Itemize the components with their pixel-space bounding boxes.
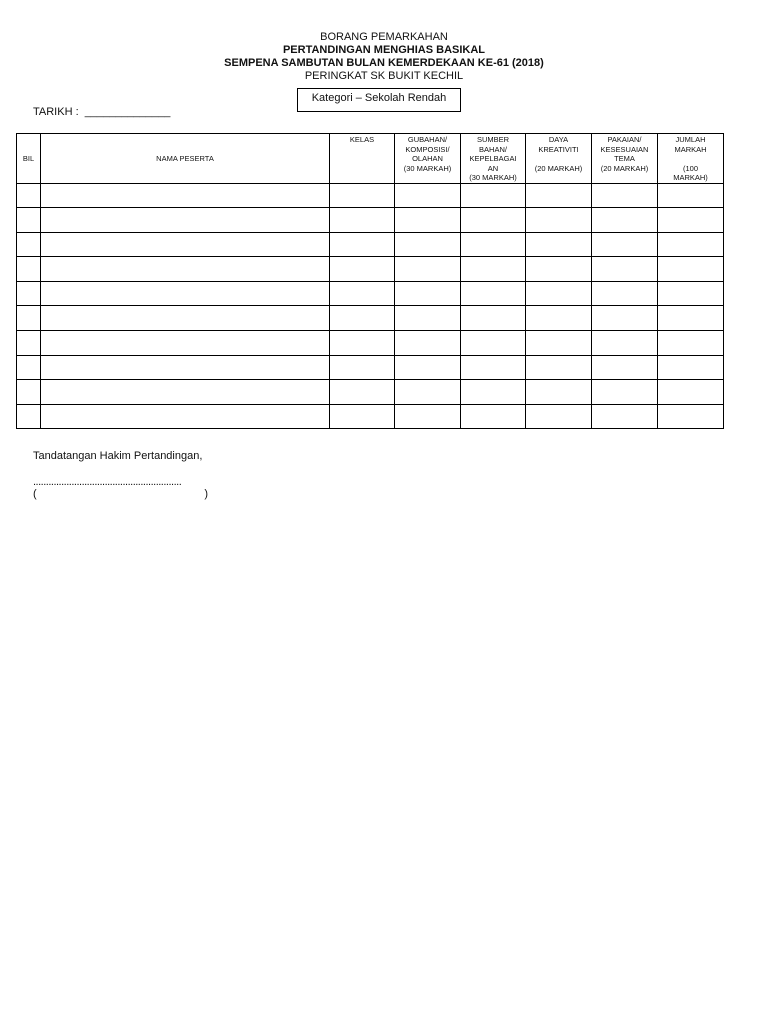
table-cell: [461, 232, 526, 257]
table-header-row: [17, 134, 724, 184]
table-cell: [41, 380, 330, 405]
category-box: Kategori – Sekolah Rendah: [297, 88, 461, 112]
table-cell: [461, 208, 526, 233]
signature-line: ..........................................................: [33, 476, 182, 488]
table-cell: [461, 281, 526, 306]
table-cell: [526, 232, 592, 257]
score-table: [16, 133, 724, 429]
open-bracket: (: [33, 488, 37, 500]
table-cell: [17, 331, 41, 356]
table-cell: [17, 281, 41, 306]
table-cell: [330, 331, 395, 356]
table-cell: [330, 232, 395, 257]
table-cell: [526, 257, 592, 282]
table-row: [17, 404, 724, 429]
table-row: [17, 355, 724, 380]
judge-signature-label: Tandatangan Hakim Pertandingan,: [33, 450, 203, 462]
table-cell: [395, 281, 461, 306]
table-cell: [41, 232, 330, 257]
table-cell: [330, 404, 395, 429]
table-cell: [461, 404, 526, 429]
table-cell: [395, 208, 461, 233]
table-cell: [526, 208, 592, 233]
table-cell: [526, 331, 592, 356]
table-row: [17, 257, 724, 282]
event-title: SEMPENA SAMBUTAN BULAN KEMERDEKAAN KE-61 (2018): [224, 57, 544, 69]
table-cell: [592, 380, 658, 405]
table-cell: [330, 257, 395, 282]
table-cell: [461, 306, 526, 331]
close-bracket: ): [204, 488, 208, 500]
table-cell: [330, 306, 395, 331]
table-cell: [526, 281, 592, 306]
table-cell: [658, 355, 724, 380]
table-cell: [395, 404, 461, 429]
table-cell: [592, 306, 658, 331]
table-cell: [461, 380, 526, 405]
table-cell: [330, 183, 395, 208]
table-cell: [592, 183, 658, 208]
date-field: TARIKH : ______________: [33, 106, 171, 118]
table-cell: [330, 281, 395, 306]
table-cell: [658, 183, 724, 208]
table-cell: [41, 331, 330, 356]
table-cell: [658, 380, 724, 405]
table-cell: [17, 380, 41, 405]
table-cell: [41, 306, 330, 331]
table-cell: [17, 306, 41, 331]
table-cell: [592, 281, 658, 306]
form-title: BORANG PEMARKAHAN: [320, 31, 448, 43]
table-cell: [395, 380, 461, 405]
table-cell: [17, 404, 41, 429]
table-cell: [461, 183, 526, 208]
level-title: PERINGKAT SK BUKIT KECHIL: [304, 70, 464, 82]
table-row: [17, 183, 724, 208]
table-cell: [395, 355, 461, 380]
table-cell: [658, 306, 724, 331]
table-cell: [658, 208, 724, 233]
table-cell: [526, 355, 592, 380]
table-cell: [526, 404, 592, 429]
table-cell: [526, 306, 592, 331]
table-cell: [526, 380, 592, 405]
column-header-sumber-bahan: SUMBER BAHAN/ KEPELBAGAI AN (30 MARKAH): [461, 134, 526, 184]
competition-title: PERTANDINGAN MENGHIAS BASIKAL: [282, 44, 486, 56]
table-cell: [41, 208, 330, 233]
table-cell: [41, 355, 330, 380]
table-cell: [526, 183, 592, 208]
table-cell: [658, 257, 724, 282]
table-row: [17, 331, 724, 356]
table-row: [17, 281, 724, 306]
table-cell: [17, 208, 41, 233]
judge-name-brackets: [33, 488, 208, 500]
column-header-daya-kreativiti: DAYA KREATIVITI (20 MARKAH): [526, 134, 592, 184]
column-header-nama-peserta: NAMA PESERTA: [41, 134, 330, 184]
table-row: [17, 208, 724, 233]
table-row: [17, 232, 724, 257]
table-cell: [395, 331, 461, 356]
table-cell: [41, 257, 330, 282]
table-cell: [658, 404, 724, 429]
table-cell: [395, 183, 461, 208]
table-cell: [330, 208, 395, 233]
column-header-pakaian: PAKAIAN/ KESESUAIAN TEMA (20 MARKAH): [592, 134, 658, 184]
table-cell: [17, 355, 41, 380]
column-header-kelas: KELAS: [330, 134, 395, 184]
table-cell: [395, 257, 461, 282]
column-header-bil: BIL: [17, 134, 41, 184]
table-cell: [592, 355, 658, 380]
table-cell: [461, 331, 526, 356]
table-cell: [41, 404, 330, 429]
table-cell: [592, 232, 658, 257]
table-cell: [658, 331, 724, 356]
column-header-gubahan: GUBAHAN/ KOMPOSISI/ OLAHAN (30 MARKAH): [395, 134, 461, 184]
column-header-jumlah-markah: JUMLAH MARKAH (100 MARKAH): [658, 134, 724, 184]
table-cell: [17, 232, 41, 257]
table-cell: [330, 380, 395, 405]
table-cell: [461, 257, 526, 282]
table-cell: [41, 281, 330, 306]
table-cell: [658, 281, 724, 306]
document-header: [0, 31, 768, 83]
table-cell: [330, 355, 395, 380]
table-row: [17, 306, 724, 331]
table-cell: [592, 257, 658, 282]
table-row: [17, 380, 724, 405]
table-cell: [41, 183, 330, 208]
table-cell: [395, 232, 461, 257]
table-cell: [592, 331, 658, 356]
table-cell: [17, 257, 41, 282]
table-cell: [592, 208, 658, 233]
table-cell: [395, 306, 461, 331]
table-cell: [658, 232, 724, 257]
table-cell: [461, 355, 526, 380]
table-cell: [592, 404, 658, 429]
table-cell: [17, 183, 41, 208]
